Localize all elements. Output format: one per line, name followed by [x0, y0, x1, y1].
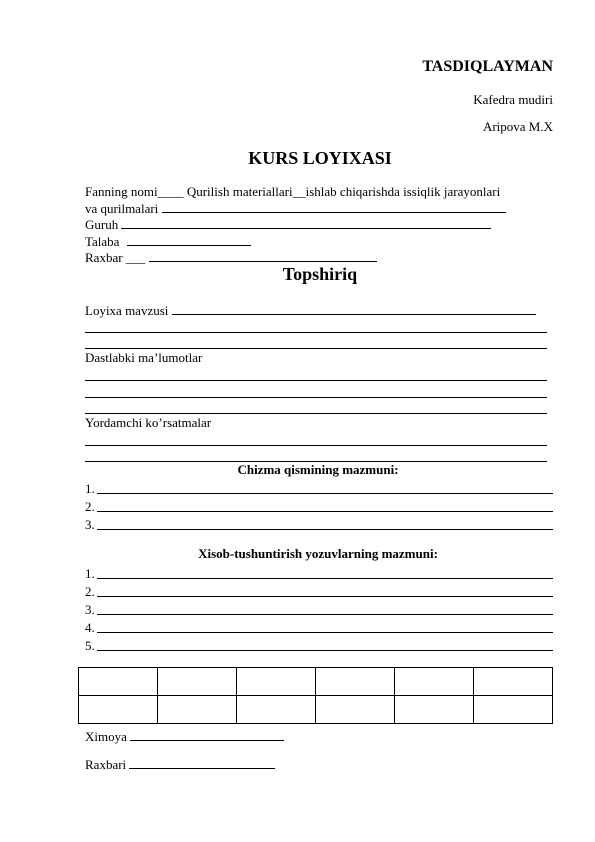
drawing-item-field[interactable]	[97, 481, 553, 494]
calc-item-field[interactable]	[97, 638, 553, 651]
student-line	[85, 233, 251, 250]
drawing-item-number: 2.	[85, 499, 95, 514]
student-field[interactable]	[127, 233, 251, 246]
drawing-item-number: 3.	[85, 517, 95, 532]
defense-line	[85, 728, 284, 745]
supervisor-sign-label: Raxbari	[85, 757, 127, 772]
table-cell[interactable]	[158, 668, 237, 696]
dept-head-label: Kafedra mudiri	[473, 92, 553, 107]
group-label: Guruh	[85, 217, 119, 232]
supervisor-sign-line	[85, 756, 275, 773]
calc-item-number: 2.	[85, 584, 95, 599]
table-cell[interactable]	[395, 696, 474, 724]
subject-name-part2: va qurilmalari	[85, 201, 159, 216]
topic-rule-1[interactable]	[85, 332, 547, 333]
calc-item	[85, 602, 95, 618]
topic-label: Loyixa mavzusi	[85, 303, 169, 318]
table-cell[interactable]	[474, 668, 553, 696]
initial-data-rule-3[interactable]	[85, 413, 547, 414]
calc-item-field[interactable]	[97, 602, 553, 615]
supervisor-field[interactable]	[149, 249, 377, 262]
table-cell[interactable]	[474, 696, 553, 724]
calc-item	[85, 584, 95, 600]
drawing-item	[85, 499, 95, 515]
calc-item	[85, 620, 95, 636]
table-cell[interactable]	[79, 696, 158, 724]
table-cell[interactable]	[395, 668, 474, 696]
drawing-item	[85, 481, 95, 497]
subject-underline	[162, 200, 506, 213]
calc-item-number: 5.	[85, 638, 95, 653]
assignment-heading: Topshiriq	[282, 264, 358, 284]
table-row	[79, 696, 553, 724]
drawing-item-field[interactable]	[97, 499, 553, 512]
calc-item	[85, 566, 95, 582]
topic-line	[85, 302, 536, 319]
defense-label: Ximoya	[85, 729, 127, 744]
document-title: KURS LOYIXASI	[248, 148, 392, 168]
initial-data-rule-1[interactable]	[85, 380, 547, 381]
group-line	[85, 216, 491, 233]
approval-heading: TASDIQLAYMAN	[422, 58, 553, 75]
drawing-section-title: Chizma qismining mazmuni:	[237, 462, 399, 477]
calc-item-field[interactable]	[97, 620, 553, 633]
initial-data-rule-2[interactable]	[85, 397, 547, 398]
subject-label: Fanning nomi	[85, 184, 158, 199]
subject-line	[85, 184, 555, 200]
supervisor-blank: ___	[125, 250, 146, 265]
supervisor-label: Raxbar	[85, 250, 123, 265]
calc-item-field[interactable]	[97, 566, 553, 579]
subject-name-part1: Qurilish materiallari__ishlab chiqarishda issiqlik jarayonlari	[183, 184, 501, 199]
calc-item	[85, 638, 95, 654]
table-cell[interactable]	[237, 668, 316, 696]
table-cell[interactable]	[316, 668, 395, 696]
aux-rule-1[interactable]	[85, 445, 547, 446]
drawing-item-field[interactable]	[97, 517, 553, 530]
grading-table	[78, 667, 553, 724]
student-label: Talaba	[85, 234, 120, 249]
calc-section-title: Xisob-tushuntirish yozuvlarning mazmuni:	[198, 546, 438, 561]
table-cell[interactable]	[316, 696, 395, 724]
topic-field[interactable]	[172, 302, 536, 315]
table-cell[interactable]	[79, 668, 158, 696]
defense-field[interactable]	[130, 728, 284, 741]
topic-rule-2[interactable]	[85, 348, 547, 349]
group-field[interactable]	[121, 216, 491, 229]
calc-item-number: 1.	[85, 566, 95, 581]
calc-item-field[interactable]	[97, 584, 553, 597]
calc-item-number: 4.	[85, 620, 95, 635]
calc-item-number: 3.	[85, 602, 95, 617]
subject-line-2	[85, 200, 506, 217]
table-row	[79, 668, 553, 696]
dept-head-name: Aripova M.X	[482, 119, 553, 134]
subject-blank: ____	[157, 184, 184, 199]
initial-data-label: Dastlabki ma’lumotlar	[85, 350, 203, 365]
supervisor-sign-field[interactable]	[129, 756, 275, 769]
drawing-item	[85, 517, 95, 533]
drawing-item-number: 1.	[85, 481, 95, 496]
aux-instructions-label: Yordamchi ko’rsatmalar	[85, 415, 212, 430]
table-cell[interactable]	[158, 696, 237, 724]
table-cell[interactable]	[237, 696, 316, 724]
